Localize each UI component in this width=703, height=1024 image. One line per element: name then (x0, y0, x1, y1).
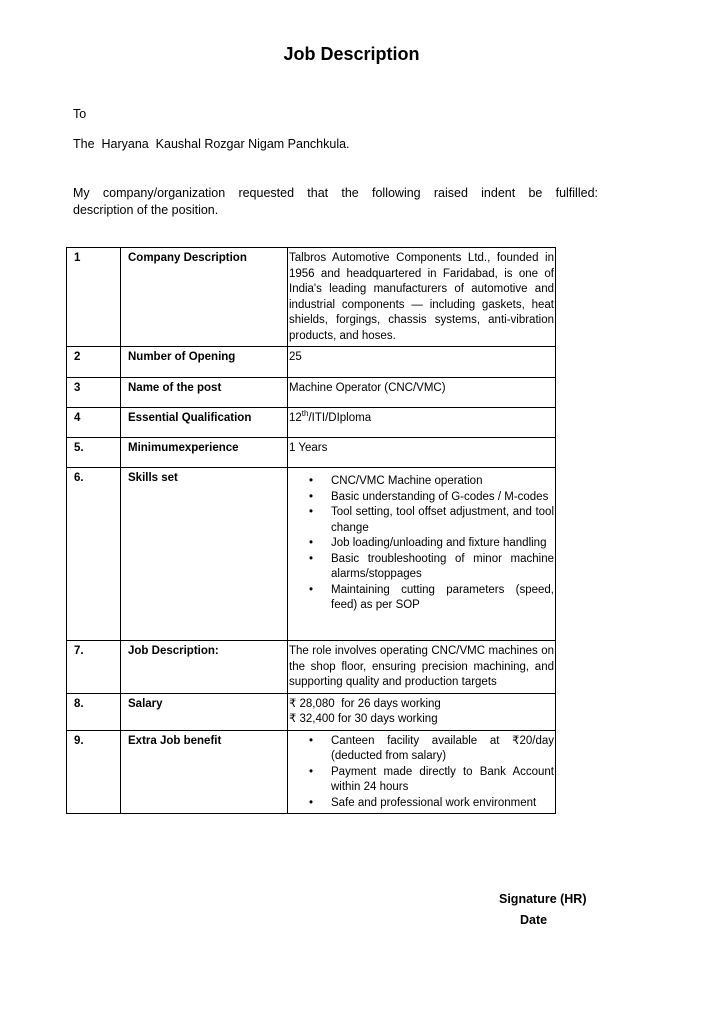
list-item: • Payment made directly to Bank Account within 24 hours (331, 765, 554, 796)
qualification-suffix: /ITI/DIploma (308, 412, 372, 424)
row-value: Machine Operator (CNC/VMC) (288, 378, 556, 408)
row-number: 8. (67, 693, 121, 730)
row-label: Name of the post (121, 378, 288, 408)
table-row (67, 248, 556, 347)
job-details-table (66, 247, 556, 814)
row-label: Skills set (121, 468, 288, 641)
table-row (67, 730, 556, 814)
benefits-list (289, 734, 554, 812)
row-value: 25 (288, 347, 556, 378)
row-number: 7. (67, 641, 121, 694)
row-label: Minimumexperience (121, 438, 288, 468)
row-number: 5. (67, 438, 121, 468)
table-row (67, 347, 556, 378)
intro-line-2: description of the position. (73, 203, 219, 217)
row-number: 9. (67, 730, 121, 814)
row-value (288, 730, 556, 814)
row-value (288, 693, 556, 730)
row-label: Salary (121, 693, 288, 730)
intro-line-1: My company/organization requested that the following raised indent be fulfilled: (73, 186, 598, 200)
intro-paragraph (73, 185, 598, 219)
row-value: 1 Years (288, 438, 556, 468)
list-item: • Canteen facility available at ₹20/day (deducted from salary) (331, 734, 554, 765)
skills-list (289, 474, 554, 614)
row-value: The role involves operating CNC/VMC machines on the shop floor, ensuring precision machining, and supporting quality and production targets (288, 641, 556, 694)
list-item: • Tool setting, tool offset adjustment, and tool change (331, 505, 554, 536)
qualification-prefix: 12 (289, 412, 302, 424)
table-row (67, 408, 556, 438)
row-number: 1 (67, 248, 121, 347)
signature-label: Signature (HR) (499, 892, 587, 906)
salary-line-2: ₹ 32,400 for 30 days working (289, 713, 438, 725)
list-item: • Job loading/unloading and fixture handling (331, 536, 554, 552)
recipient-line: The Haryana Kaushal Rozgar Nigam Panchkula. (73, 137, 350, 151)
salary-line-1: ₹ 28,080 for 26 days working (289, 697, 441, 710)
row-label: Company Description (121, 248, 288, 347)
row-label: Job Description: (121, 641, 288, 694)
row-label: Extra Job benefit (121, 730, 288, 814)
table-row (67, 468, 556, 641)
list-item: • CNC/VMC Machine operation (331, 474, 554, 490)
date-label: Date (520, 913, 548, 927)
page-title: Job Description (283, 44, 420, 64)
row-value: Talbros Automotive Components Ltd., founded in 1956 and headquartered in Faridabad, is one of India's leading manufacturers of automotive and industrial components — including gaskets, heat shields, forgings, chassis systems, anti-vibration products, and hoses. (288, 248, 556, 347)
list-item: • Basic troubleshooting of minor machine alarms/stoppages (331, 552, 554, 583)
table-row (67, 693, 556, 730)
qualification-sup: th (301, 409, 309, 419)
row-value (288, 408, 556, 438)
list-item: • Basic understanding of G-codes / M-codes (331, 490, 554, 506)
table-row (67, 438, 556, 468)
table-row (67, 378, 556, 408)
table-row (67, 641, 556, 694)
row-value (288, 468, 556, 641)
list-item: • Safe and professional work environment (331, 796, 554, 812)
row-number: 6. (67, 468, 121, 641)
row-label: Number of Opening (121, 347, 288, 378)
row-number: 3 (67, 378, 121, 408)
list-item: • Maintaining cutting parameters (speed, feed) as per SOP (331, 583, 554, 614)
row-number: 4 (67, 408, 121, 438)
row-number: 2 (67, 347, 121, 378)
salutation-to: To (73, 107, 87, 121)
row-label: Essential Qualification (121, 408, 288, 438)
